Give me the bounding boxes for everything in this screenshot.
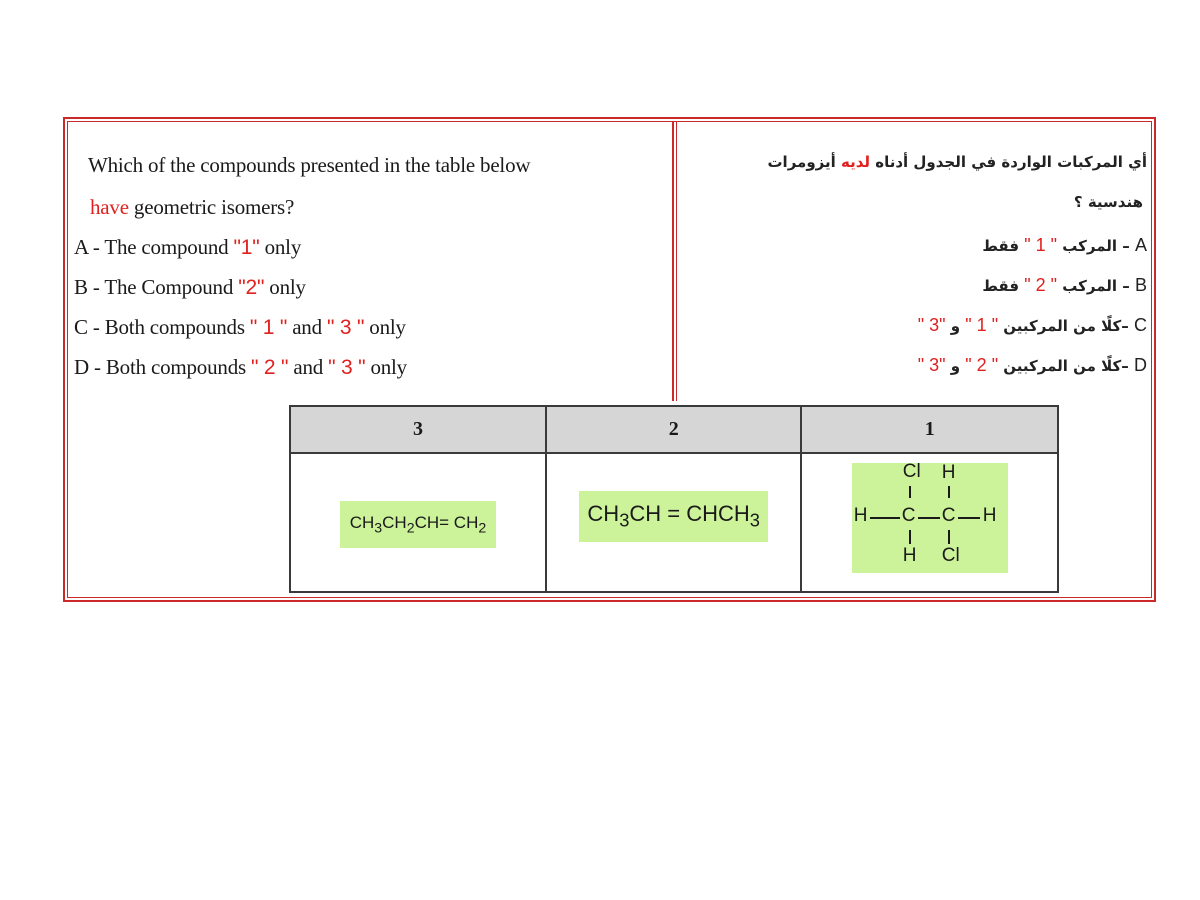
arabic-option-d-compound-1: " 2 "	[965, 355, 999, 375]
f3-sub-c: 2	[478, 520, 487, 537]
atom-cl-top: Cl	[902, 461, 921, 482]
option-b-compound: "2"	[238, 276, 265, 299]
table-formula-row	[290, 453, 1058, 592]
bond-h-left	[870, 517, 900, 519]
atom-h-right: H	[982, 505, 997, 526]
option-c-tail: only	[364, 315, 406, 339]
english-question-line1: Which of the compounds presented in the table below	[88, 153, 531, 177]
option-b-tail: only	[264, 275, 306, 299]
option-c-and: and	[287, 315, 327, 339]
arabic-option-c-compound-1: " 1 "	[965, 315, 999, 335]
arabic-question-red: لديه	[840, 153, 870, 171]
arabic-question-post: أيزومرات	[767, 153, 841, 171]
bond-h-top	[948, 486, 950, 498]
option-d-compound-2: " 3 "	[328, 356, 366, 379]
bond-h-bottom	[909, 530, 911, 544]
arabic-option-b-text: – المركب	[1057, 277, 1135, 295]
arabic-option-d-letter: D	[1134, 355, 1147, 375]
arabic-option-b[interactable]	[982, 275, 1147, 296]
f2-part-b: CH = CHCH	[629, 501, 750, 527]
arabic-option-a-text: – المركب	[1057, 237, 1135, 255]
english-option-a[interactable]	[74, 235, 301, 260]
option-b-text: B - The Compound	[74, 275, 239, 299]
arabic-question-pre: أي المركبات الواردة في الجدول أدناه	[870, 153, 1147, 171]
bond-h-right	[958, 517, 980, 519]
arabic-option-a[interactable]	[982, 235, 1147, 256]
arabic-question-line2: هندسية ؟	[1073, 193, 1143, 211]
english-question-have: have	[90, 195, 129, 219]
atom-c2: C	[941, 505, 956, 526]
structure-compound-1	[852, 463, 1008, 573]
arabic-option-a-compound: " 1 "	[1024, 235, 1058, 255]
english-question-rest: geometric isomers?	[128, 195, 295, 219]
english-question-line2	[90, 195, 294, 220]
arabic-option-a-tail: فقط	[982, 237, 1025, 255]
english-option-d[interactable]	[74, 355, 407, 380]
arabic-option-c-compound-2: "3 "	[917, 315, 946, 335]
arabic-option-a-letter: A	[1134, 235, 1147, 255]
arabic-option-c-letter: C	[1134, 315, 1147, 335]
option-a-compound: "1"	[233, 236, 260, 259]
compounds-table	[289, 405, 1059, 593]
option-a-tail: only	[259, 235, 302, 259]
atom-h-top: H	[941, 462, 956, 483]
english-option-b[interactable]	[74, 275, 306, 300]
arabic-option-c-and: و	[945, 317, 966, 335]
column-divider	[672, 121, 674, 401]
f2-part-a: CH	[587, 501, 620, 527]
f3-part-b: CH	[382, 512, 407, 532]
bond-c-c	[918, 517, 940, 519]
bond-cl-top	[909, 486, 911, 498]
header-compound-3: 3	[290, 406, 546, 453]
atom-h-bottom: H	[902, 545, 917, 566]
arabic-option-b-tail: فقط	[982, 277, 1025, 295]
arabic-option-d-text: –كلًا من المركبين	[998, 357, 1134, 375]
arabic-option-d-compound-2: "3 "	[917, 355, 946, 375]
option-d-and: and	[288, 355, 329, 379]
f2-sub-a: 3	[619, 509, 630, 531]
f3-part-a: CH	[349, 512, 375, 532]
option-a-text: A - The compound	[74, 235, 234, 259]
option-d-compound-1: " 2 "	[251, 356, 289, 379]
column-divider-inner	[676, 121, 677, 401]
f3-part-c: CH= CH	[414, 512, 479, 532]
arabic-option-c-text: –كلًا من المركبين	[998, 317, 1134, 335]
option-d-tail: only	[365, 355, 407, 379]
bond-cl-bottom	[948, 530, 950, 544]
english-option-c[interactable]	[74, 315, 406, 340]
atom-c1: C	[901, 505, 916, 526]
arabic-option-b-letter: B	[1134, 275, 1147, 295]
option-c-compound-2: " 3 "	[326, 316, 365, 339]
f2-sub-b: 3	[749, 509, 760, 531]
formula-compound-2	[579, 491, 768, 541]
option-c-text: C - Both compounds	[74, 315, 250, 339]
formula-compound-3	[340, 501, 497, 548]
table-header-row	[290, 406, 1058, 453]
f3-sub-b: 2	[406, 520, 415, 537]
option-c-compound-1: " 1 "	[249, 316, 288, 339]
arabic-option-d[interactable]	[918, 355, 1147, 376]
cell-compound-3	[290, 453, 546, 592]
arabic-option-b-compound: " 2 "	[1024, 275, 1058, 295]
arabic-option-d-and: و	[945, 357, 966, 375]
atom-cl-bottom: Cl	[941, 545, 960, 566]
f3-sub-a: 3	[374, 520, 383, 537]
cell-compound-1	[801, 453, 1058, 592]
cell-compound-2	[546, 453, 802, 592]
atom-h-left: H	[853, 505, 868, 526]
arabic-option-c[interactable]	[918, 315, 1147, 336]
header-compound-1: 1	[801, 406, 1058, 453]
header-compound-2: 2	[546, 406, 802, 453]
arabic-question-line1	[767, 153, 1147, 171]
option-d-text: D - Both compounds	[74, 355, 252, 379]
